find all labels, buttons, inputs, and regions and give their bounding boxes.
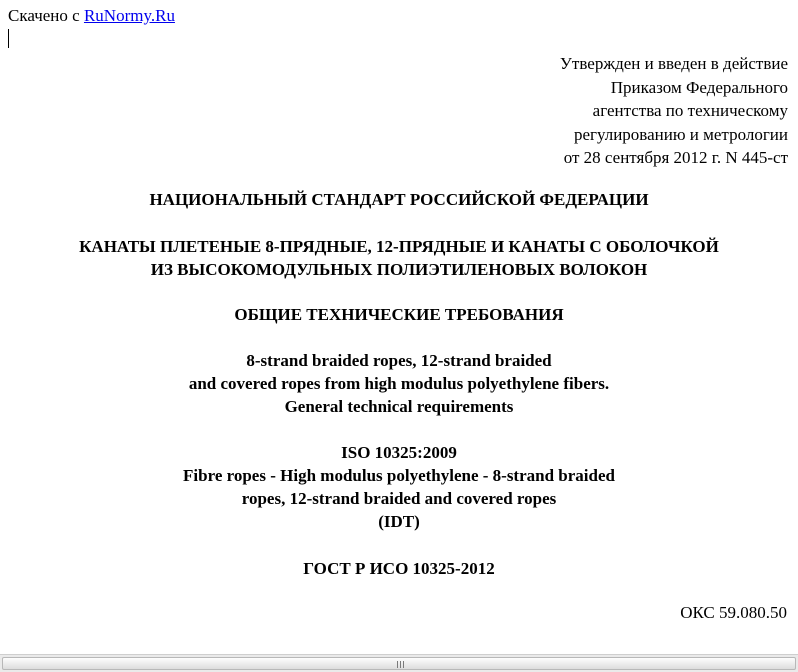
source-line <box>8 6 175 26</box>
oks-code: ОКС 59.080.50 <box>680 603 787 622</box>
standard-label: НАЦИОНАЛЬНЫЙ СТАНДАРТ РОССИЙСКОЙ ФЕДЕРАЦИИ <box>149 190 649 209</box>
approval-line: регулированию и метрологии <box>573 124 788 144</box>
scrollbar-thumb[interactable] <box>2 657 796 670</box>
approval-line: Утвержден и введен в действие <box>559 54 788 73</box>
iso-line: Fibre ropes - High modulus polyethylene - 8-strand braided <box>183 466 615 485</box>
title-en-line: and covered ropes from high modulus polyethylene fibers. <box>188 374 610 393</box>
iso-line: (IDT) <box>378 512 420 531</box>
source-prefix: Скачено с <box>8 6 80 25</box>
approval-line: агентства по техническому <box>592 101 788 120</box>
runormy-link[interactable]: RuNormy.Ru <box>83 6 175 25</box>
text-cursor <box>8 29 9 48</box>
title-ru-line: КАНАТЫ ПЛЕТЕНЫЕ 8-ПРЯДНЫЕ, 12-ПРЯДНЫЕ И КАНАТЫ С ОБОЛОЧКОЙ <box>79 237 719 256</box>
title-en-line: General technical requirements <box>284 397 514 416</box>
gost-designation: ГОСТ Р ИСО 10325-2012 <box>303 559 495 578</box>
title-en-line: 8-strand braided ropes, 12-strand braided <box>246 351 552 370</box>
iso-line: ISO 10325:2009 <box>341 443 457 462</box>
general-requirements-heading: ОБЩИЕ ТЕХНИЧЕСКИЕ ТРЕБОВАНИЯ <box>234 305 564 324</box>
grip-icon <box>396 661 406 668</box>
title-ru-line: ИЗ ВЫСОКОМОДУЛЬНЫХ ПОЛИЭТИЛЕНОВЫХ ВОЛОКОН <box>150 260 648 279</box>
title-ru <box>0 235 798 281</box>
horizontal-scrollbar[interactable] <box>0 654 798 672</box>
iso-line: ropes, 12-strand braided and covered ropes <box>241 489 557 508</box>
title-en <box>0 349 798 418</box>
approval-line: от 28 сентября 2012 г. N 445-ст <box>563 148 788 167</box>
approval-line: Приказом Федерального <box>610 77 788 97</box>
approval-block <box>560 52 788 170</box>
iso-reference <box>0 441 798 533</box>
